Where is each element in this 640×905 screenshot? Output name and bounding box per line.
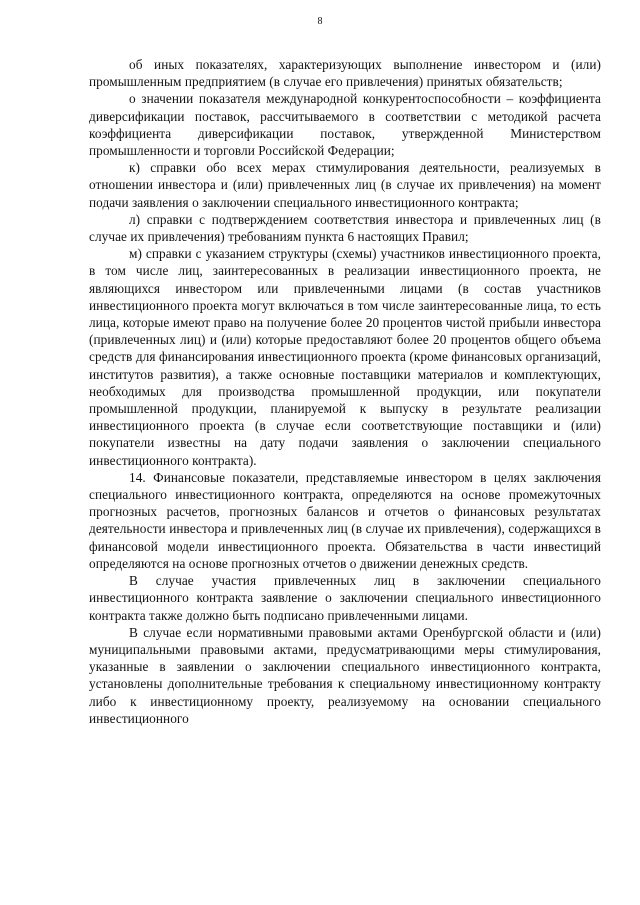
paragraph: В случае участия привлеченных лиц в заключении специального инвестиционного контракта заявление о заключении специального инвестиционного контракта также должно быть подписано привлеченными лицами. [89, 573, 601, 623]
paragraph: к) справки обо всех мерах стимулирования деятельности, реализуемых в отношении инвестора и (или) привлеченных лиц (в случае их привлечения) на момент подачи заявления о заключении специального инвестиционного контракта; [89, 160, 601, 210]
paragraph: об иных показателях, характеризующих выполнение инвестором и (или) промышленным предприятием (в случае его привлечения) принятых обязательств; [89, 57, 601, 90]
paragraph: 14. Финансовые показатели, представляемые инвестором в целях заключения специального инвестиционного контракта, определяются на основе промежуточных прогнозных расчетов, прогнозных балансов и отчетов о финансовых результатах деятельности инвестора и привлеченных лиц (в случае их привлечения), содержащихся в финансовой модели инвестиционного проекта. Обязательства в части инвестиций определяются на основе прогнозных отчетов о движении денежных средств. [89, 469, 601, 571]
document-body [89, 56, 601, 727]
paragraph: о значении показателя международной конкурентоспособности – коэффициента диверсификации поставок, рассчитываемого в соответствии с методикой расчета коэффициента диверсификации поставок, утвержденной Министерством промышленности и торговли Российской Федерации; [89, 91, 601, 159]
paragraph: м) справки с указанием структуры (схемы) участников инвестиционного проекта, в том числе лиц, заинтересованных в реализации инвестиционного проекта, не являющихся инвестором или привлеченными лицами (в состав участников инвестиционного проекта могут включаться в том числе заинтересованные лица, то есть лица, которые имеют право на получение более 20 процентов чистой прибыли инвестора (привлеченных лиц) и (или) которые предоставляют более 20 процентов общего объема средств для финансирования инвестиционного проекта (кроме финансовых организаций, институтов развития), а также основные поставщики материалов и комплектующих, необходимых для производства промышленной продукции, или покупатели промышленной продукции, планируемой к выпуску в результате реализации инвестиционного проекта (в случае если соответствующие поставщики и (или) покупатели известны на дату подачи заявления о заключении специального инвестиционного контракта). [89, 246, 601, 468]
paragraph: л) справки с подтверждением соответствия инвестора и привлеченных лиц (в случае их привлечения) требованиям пункта 6 настоящих Правил; [89, 211, 601, 245]
page-number: 8 [317, 16, 323, 27]
paragraph: В случае если нормативными правовыми актами Оренбургской области и (или) муниципальными правовыми актами, предусматривающими меры стимулирования, указанные в заявлении о заключении специального инвестиционного контракта, установлены дополнительные требования к специальному инвестиционному контракту либо к инвестиционному проекту, реализуемому на основании специального инвестиционного [89, 624, 601, 726]
